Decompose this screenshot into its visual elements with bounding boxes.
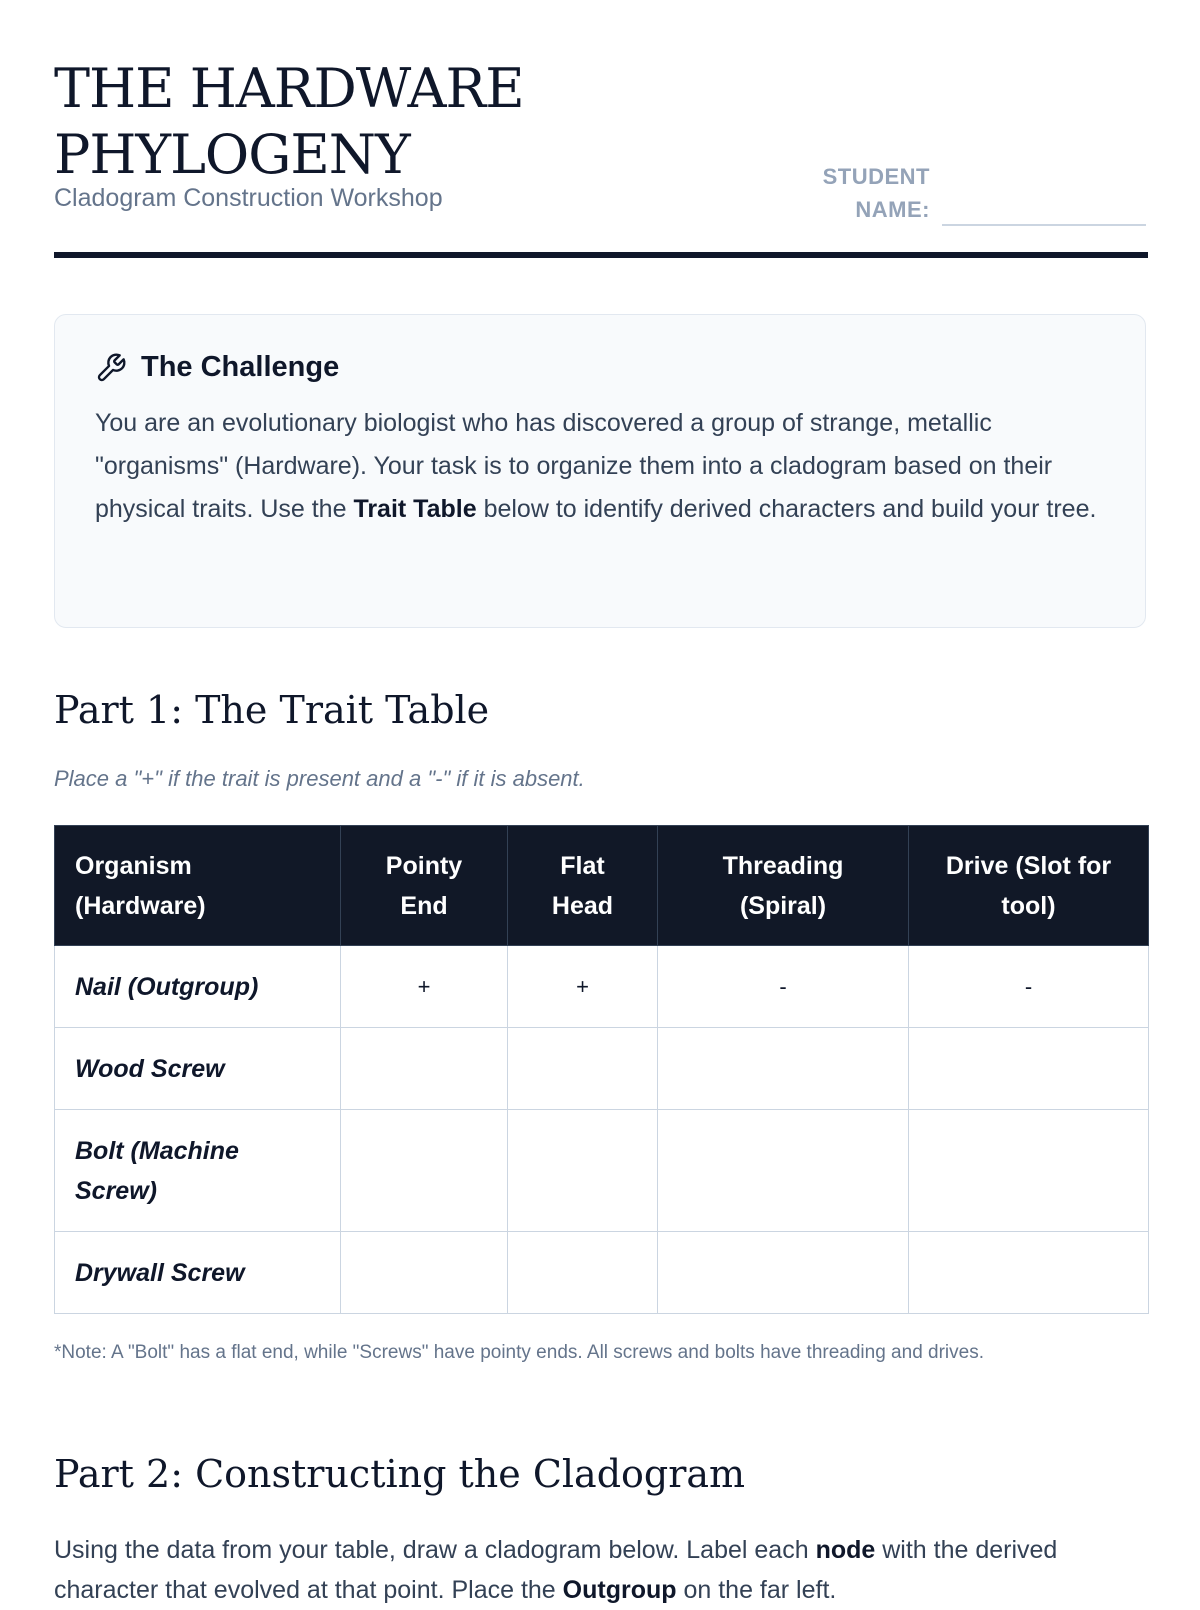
- trait-cell[interactable]: [341, 1028, 508, 1110]
- trait-cell[interactable]: [508, 1110, 658, 1232]
- student-name-label: STUDENT NAME:: [822, 164, 930, 222]
- table-row: [55, 1028, 1149, 1110]
- organism-name: Nail (Outgroup): [55, 946, 341, 1028]
- table-row: [55, 1110, 1149, 1232]
- page-title: THE HARDWARE PHYLOGENY: [54, 57, 524, 186]
- organism-name: Bolt (Machine Screw): [55, 1110, 341, 1232]
- trait-cell[interactable]: [508, 1028, 658, 1110]
- table-note: *Note: A "Bolt" has a flat end, while "Screws" have pointy ends. All screws and bolts have threading and drives.: [54, 1342, 984, 1363]
- wrench-icon: [95, 352, 127, 384]
- trait-cell[interactable]: +: [508, 946, 658, 1028]
- organism-name: Wood Screw: [55, 1028, 341, 1110]
- part2-instructions: [54, 1530, 1146, 1610]
- column-header: Pointy End: [341, 826, 508, 946]
- trait-cell[interactable]: [341, 1232, 508, 1314]
- trait-cell[interactable]: -: [658, 946, 909, 1028]
- challenge-header: [95, 351, 1105, 384]
- page-subtitle: Cladogram Construction Workshop: [54, 184, 443, 212]
- column-header: Flat Head: [508, 826, 658, 946]
- student-name-line[interactable]: [942, 224, 1146, 226]
- challenge-card: [54, 314, 1146, 628]
- column-header: Drive (Slot for tool): [909, 826, 1149, 946]
- trait-cell[interactable]: [909, 1110, 1149, 1232]
- challenge-body-bold: Trait Table: [353, 495, 477, 523]
- worksheet-header: [54, 56, 1146, 222]
- trait-cell[interactable]: [658, 1028, 909, 1110]
- trait-cell[interactable]: [341, 1110, 508, 1232]
- part1-heading: Part 1: The Trait Table: [54, 688, 490, 732]
- challenge-title: The Challenge: [141, 351, 340, 383]
- part2-text: on the far left.: [676, 1576, 837, 1604]
- trait-cell[interactable]: +: [341, 946, 508, 1028]
- challenge-body: [95, 402, 1105, 531]
- part2-bold-outgroup: Outgroup: [562, 1576, 677, 1604]
- part2-text: with the derived character that evolved at that point. Place the: [54, 1536, 1058, 1604]
- trait-cell[interactable]: -: [909, 946, 1149, 1028]
- table-row: [55, 1232, 1149, 1314]
- table-instruction: Place a "+" if the trait is present and a "-" if it is absent.: [54, 766, 585, 791]
- column-header: Organism (Hardware): [55, 826, 341, 946]
- trait-cell[interactable]: [508, 1232, 658, 1314]
- trait-cell[interactable]: [909, 1028, 1149, 1110]
- trait-table: [54, 825, 1149, 1314]
- table-header-row: [55, 826, 1149, 946]
- student-name-field[interactable]: [754, 160, 1146, 230]
- part2-text: Using the data from your table, draw a cladogram below. Label each: [54, 1536, 816, 1564]
- organism-name: Drywall Screw: [55, 1232, 341, 1314]
- part2-heading: Part 2: Constructing the Cladogram: [54, 1452, 746, 1496]
- part2-bold-node: node: [815, 1536, 876, 1564]
- trait-cell[interactable]: [658, 1232, 909, 1314]
- trait-cell[interactable]: [658, 1110, 909, 1232]
- table-row: [55, 946, 1149, 1028]
- column-header: Threading (Spiral): [658, 826, 909, 946]
- challenge-body-text: You are an evolutionary biologist who has discovered a group of strange, metallic "organisms" (Hardware). Your task is to organize them into a cladogram based on their physical traits. Use the: [95, 409, 1053, 523]
- trait-cell[interactable]: [909, 1232, 1149, 1314]
- challenge-body-text-end: below to identify derived characters and build your tree.: [476, 495, 1097, 523]
- header-divider: [54, 252, 1148, 258]
